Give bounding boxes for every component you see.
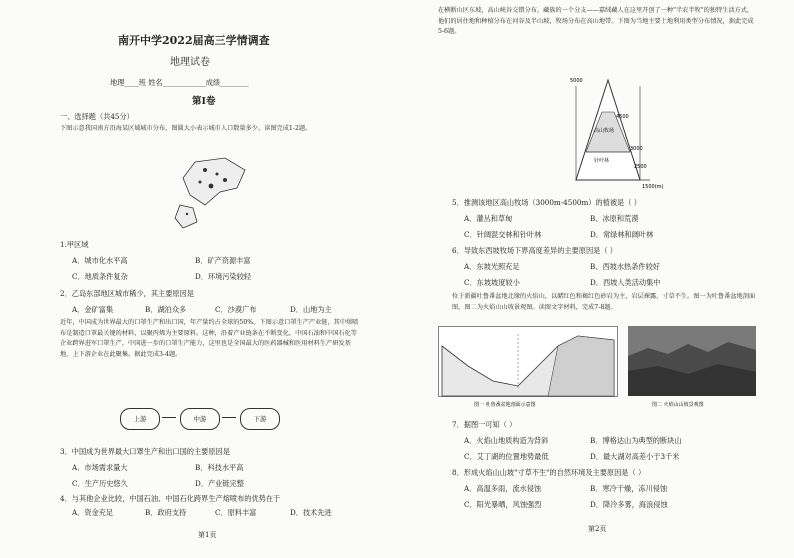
elev-4500: 4500 <box>616 114 629 120</box>
arrow-2 <box>222 417 236 418</box>
caption-figure-2: 图二 火焰山山坡景观图 <box>652 402 704 408</box>
section-heading: 第Ⅰ卷 <box>192 96 216 107</box>
land-use-elevation-chart <box>550 72 680 190</box>
q4-option-d[interactable]: D．技术先进 <box>290 508 332 517</box>
caption-figure-1: 图一 吐鲁番盆地剖面示意图 <box>474 402 536 408</box>
q4-option-a[interactable]: A．资金充足 <box>72 508 114 517</box>
page-number-right: 第2页 <box>588 525 607 533</box>
elev-1500: 1500(m) <box>642 184 664 190</box>
elev-2500: 2500 <box>634 164 647 170</box>
q6-option-c[interactable]: C．东坡坡度较小 <box>464 278 520 287</box>
q8-option-b[interactable]: B．寒冷干燥，冻川侵蚀 <box>590 484 668 493</box>
upstream-node: 上游 <box>120 408 160 430</box>
label-alpine-pasture: 高山牧场 <box>594 128 615 134</box>
q8-option-a[interactable]: A．高温多雨，流水侵蚀 <box>464 484 542 493</box>
q2-option-b[interactable]: B．湖泊众多 <box>145 305 187 314</box>
q7-option-c[interactable]: C．艾丁湖的位置地势最低 <box>464 452 549 461</box>
intro-q3-4: 近年，中国成为世界最大的口罩生产和出口国，年产量约占全球的50%。下图示意口罩生产产业链，其中熔喷布是制造口罩最关键的材料，以聚丙烯为主要原料。这种，沿着产业链条在不断变化。中国石油和中国石化等企业跨界进军口罩生产，中国进一步的口罩生产能力，这里也是全国最大的医药器械和医用材料生产研发基地，上下游企业在此聚集。据此完成3-4题。 <box>60 319 359 358</box>
q4-option-c[interactable]: C．原料丰富 <box>215 508 257 517</box>
flaming-mountain-photo <box>628 326 756 408</box>
q5-option-b[interactable]: B．冰原和荒漠 <box>590 214 639 223</box>
intro-q5-6: 在横断山区东坡，高山峡谷交错分布，藏族的一个分支——嘉绒藏人在这里开创了一种"半农半牧"的独特生活方式，他们的居住地和种植分布在河谷及半山坡，牧场分布在高山地带。下图为当地主要土地利用类型分布情况，据此完成5-6题。 <box>438 7 754 35</box>
q1-option-b[interactable]: B．矿产资源丰富 <box>195 256 251 265</box>
q3-option-d[interactable]: D．产业链完整 <box>195 479 244 488</box>
q6-option-a[interactable]: A．东坡光照充足 <box>464 262 520 271</box>
q3-option-b[interactable]: B．科技水平高 <box>195 463 244 472</box>
downstream-node: 下游 <box>240 408 280 430</box>
question-3: 3．中国成为世界最大口罩生产和出口国的主要原因是 <box>60 447 230 456</box>
q8-option-d[interactable]: D．降冷多雾，海浪侵蚀 <box>590 500 668 509</box>
midstream-node: 中游 <box>180 408 220 430</box>
exam-subtitle: 地理试卷 <box>170 57 210 68</box>
question-7: 7．据图一可知（ ） <box>452 420 517 429</box>
q6-option-d[interactable]: D．西坡人类活动集中 <box>590 278 661 287</box>
q8-option-c[interactable]: C．阳光暴晒，风蚀强烈 <box>464 500 542 509</box>
q1-option-d[interactable]: D．环境污染较轻 <box>195 272 252 281</box>
basin-profile-figure <box>438 326 618 408</box>
exam-title: 南开中学2022届高三学情调查 <box>118 34 270 47</box>
q2-option-a[interactable]: A．金矿富集 <box>72 305 114 314</box>
page-number-left: 第1页 <box>198 531 217 539</box>
q5-option-a[interactable]: A．灌丛和草甸 <box>464 214 513 223</box>
q3-option-a[interactable]: A．市场需求量大 <box>72 463 128 472</box>
label-conifer-forest: 针叶林 <box>594 158 610 164</box>
intro-q7-8: 位于新疆吐鲁番盆地北缘的火焰山，以赭红色和褐红色砂岩为主，岩层裸露，寸草不生。图一为吐鲁番盆地剖面图，图二为火焰山山坡景观图。读图文字材料，完成7-8题。 <box>452 293 756 311</box>
question-8: 8．形成火焰山山坡"寸草不生"的自然环境及主要原因是（ ） <box>452 468 646 477</box>
q1-option-c[interactable]: C．地质条件复杂 <box>72 272 128 281</box>
q7-option-d[interactable]: D．最大湖对高差小于3千米 <box>590 452 680 461</box>
q1-option-a[interactable]: A．城市化水平高 <box>72 256 128 265</box>
q2-option-c[interactable]: C．沙漠广布 <box>215 305 257 314</box>
q5-option-d[interactable]: D．常绿林和阔叶林 <box>590 230 654 239</box>
right-page <box>400 0 794 558</box>
city-distribution-map <box>165 150 255 235</box>
q7-option-b[interactable]: B．博格达山为典型的断块山 <box>590 436 682 445</box>
question-6: 6．导致东西坡牧场下界高度差异的主要原因是（ ） <box>452 246 617 255</box>
elev-5000: 5000 <box>570 78 583 84</box>
q2-option-d[interactable]: D．山地为主 <box>290 305 332 314</box>
q5-option-c[interactable]: C．针阔混交林和针叶林 <box>464 230 542 239</box>
arrow-1 <box>162 417 176 418</box>
question-4: 4．与其他企业比较，中国石油、中国石化跨界生产熔喷布的优势在于 <box>60 494 281 503</box>
q3-option-c[interactable]: C．生产历史悠久 <box>72 479 128 488</box>
elev-3000: 3000 <box>630 146 643 152</box>
industry-chain-diagram <box>120 404 280 432</box>
question-5: 5．推测该地区高山牧场（3000m-4500m）的植被是（ ） <box>452 198 641 207</box>
q4-option-b[interactable]: B．政府支持 <box>145 508 187 517</box>
question-1: 1.甲区域 <box>60 240 89 249</box>
intro-q1-2: 下图示意我国南方沿海某区域城市分布，图圆大小表示城市人口数量多少。读图完成1-2题。 <box>60 125 312 132</box>
question-2: 2．乙岛东部地区城市稀少，其主要原因是 <box>60 289 194 298</box>
part-one-heading: 一、选择题（共45分） <box>60 112 134 121</box>
q7-option-a[interactable]: A．火焰山地质构造为背斜 <box>464 436 549 445</box>
q6-option-b[interactable]: B．西坡水热条件较好 <box>590 262 660 271</box>
student-info-line: 地理____班 姓名____________成绩________ <box>110 78 249 87</box>
